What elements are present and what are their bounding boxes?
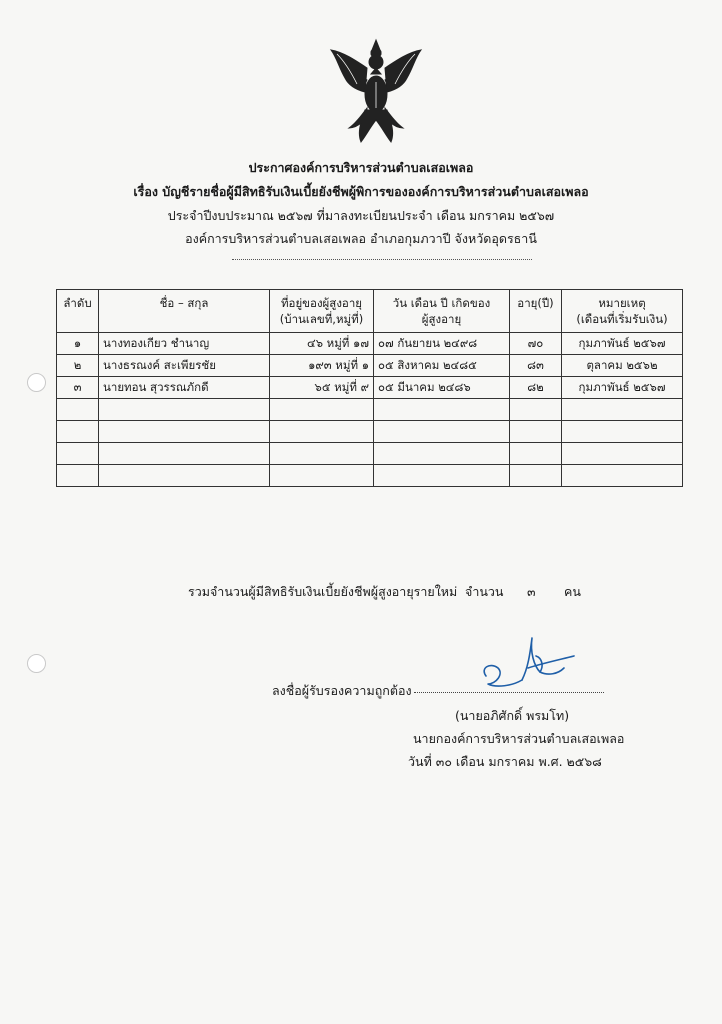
cell-address: ๔๖ หมู่ที่ ๑๗ <box>270 333 374 355</box>
col-header-address: ที่อยู่ของผู้สูงอายุ (บ้านเลขที่,หมู่ที่) <box>270 290 374 333</box>
cell-birth: ๐๕ มีนาคม ๒๔๘๖ <box>374 377 510 399</box>
cell-no: ๒ <box>57 355 99 377</box>
cell-note: กุมภาพันธ์ ๒๕๖๗ <box>562 377 683 399</box>
certifier-label: ลงชื่อผู้รับรองความถูกต้อง <box>272 683 412 698</box>
table-row-empty <box>57 443 683 465</box>
summary-count: ๓ <box>527 584 536 599</box>
registry-table <box>56 289 683 487</box>
col-header-no: ลำดับ <box>57 290 99 333</box>
cell-address: ๑๙๓ หมู่ที่ ๑ <box>270 355 374 377</box>
announcement-title: ประกาศองค์การบริหารส่วนตำบลเสอเพลอ <box>248 160 474 175</box>
col-header-note: หมายเหตุ (เดือนที่เริ่มรับเงิน) <box>562 290 683 333</box>
table-row-empty <box>57 399 683 421</box>
cell-age: ๘๓ <box>510 355 562 377</box>
cell-name: นายทอน สุวรรณภักดี <box>99 377 270 399</box>
summary-unit: คน <box>564 584 581 599</box>
punch-hole-bottom <box>27 654 46 673</box>
cell-note: ตุลาคม ๒๕๖๒ <box>562 355 683 377</box>
cell-birth: ๐๗ กันยายน ๒๔๙๘ <box>374 333 510 355</box>
table-row <box>57 333 683 355</box>
cell-age: ๗๐ <box>510 333 562 355</box>
col-header-name: ชื่อ – สกุล <box>99 290 270 333</box>
table-header-row <box>57 290 683 333</box>
punch-hole-top <box>27 373 46 392</box>
col-header-age: อายุ(ปี) <box>510 290 562 333</box>
cell-name: นางธรณงค์ สะเพียรชัย <box>99 355 270 377</box>
cell-no: ๓ <box>57 377 99 399</box>
summary-count-label: จำนวน <box>465 584 504 599</box>
table-row-empty <box>57 421 683 443</box>
summary-label: รวมจำนวนผู้มีสิทธิรับเงินเบี้ยยังชีพผู้สูงอายุรายใหม่ <box>188 584 458 599</box>
garuda-emblem-icon <box>327 38 425 148</box>
header-divider <box>232 259 532 260</box>
handwritten-signature <box>478 628 578 694</box>
cell-birth: ๐๕ สิงหาคม ๒๔๘๕ <box>374 355 510 377</box>
cell-no: ๑ <box>57 333 99 355</box>
organization-line: องค์การบริหารส่วนตำบลเสอเพลอ อำเภอกุมภวาปี จังหวัดอุดรธานี <box>185 231 537 246</box>
table-row <box>57 355 683 377</box>
cell-note: กุมภาพันธ์ ๒๕๖๗ <box>562 333 683 355</box>
col-header-birth: วัน เดือน ปี เกิดของ ผู้สูงอายุ <box>374 290 510 333</box>
subject-line: เรื่อง บัญชีรายชื่อผู้มีสิทธิรับเงินเบี้ยยังชีพผู้พิการขององค์การบริหารส่วนตำบลเสอเพลอ <box>133 184 589 199</box>
cell-name: นางทองเกียว ชำนาญ <box>99 333 270 355</box>
table-row <box>57 377 683 399</box>
table-row-empty <box>57 465 683 487</box>
cell-age: ๘๒ <box>510 377 562 399</box>
signature-dotted-line <box>414 692 604 693</box>
fiscal-year-line: ประจำปีงบประมาณ ๒๕๖๗ ที่มาลงทะเบียนประจำ เดือน มกราคม ๒๕๖๗ <box>167 208 555 223</box>
cell-address: ๖๕ หมู่ที่ ๙ <box>270 377 374 399</box>
signed-date: วันที่ ๓๐ เดือน มกราคม พ.ศ. ๒๕๖๘ <box>408 754 602 769</box>
signer-name: (นายอภิศักดิ์ พรมโท) <box>455 708 570 723</box>
signer-position: นายกองค์การบริหารส่วนตำบลเสอเพลอ <box>413 731 625 746</box>
